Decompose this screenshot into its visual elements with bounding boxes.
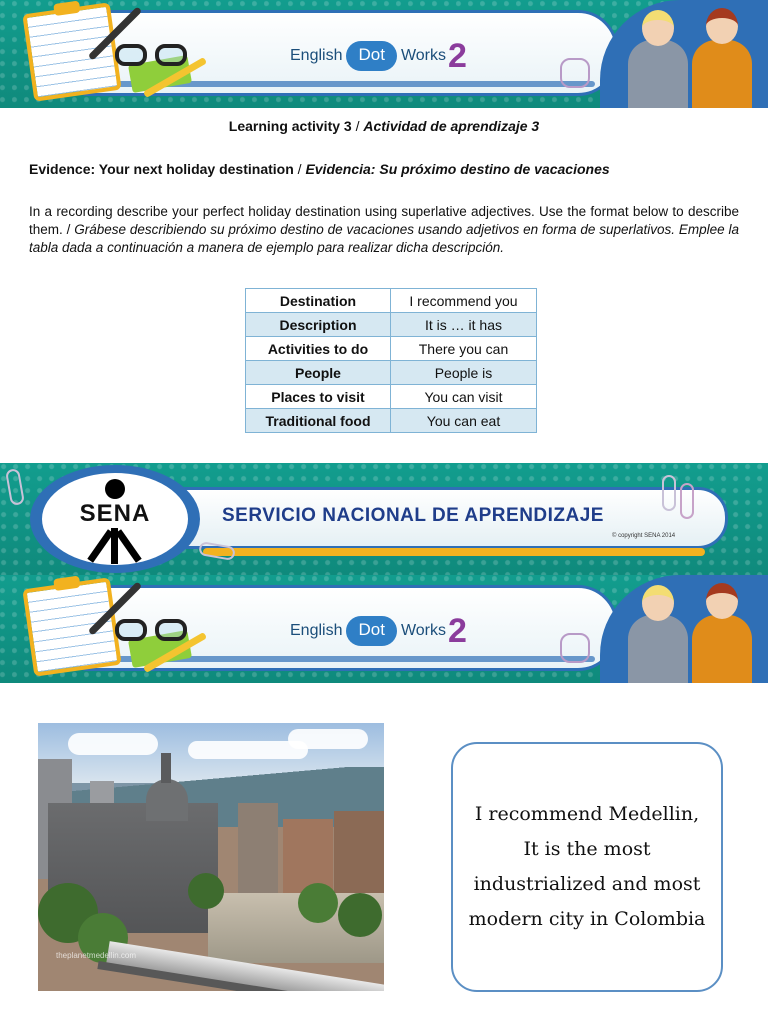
medellin-photo: theplanetmedellin.com xyxy=(38,723,384,991)
notebook-icon xyxy=(22,2,121,101)
english-dot-works-logo: English Dot Works 2 xyxy=(290,36,467,75)
notebook-icon xyxy=(22,577,121,676)
paperclip-icon xyxy=(560,633,590,663)
instructions-paragraph: In a recording describe your perfect holiday destination using superlative adjectives. Use the format below to describe them. / Grábese describiendo su próximo destino de vacaciones usando adjetivos en forma de superlativos. Emplee la tabla dada a continuación a manera de ejemplo para realizar dicha descripción. xyxy=(29,204,739,255)
paperclip-icon xyxy=(560,58,590,88)
paperclip-icon xyxy=(680,483,694,519)
glasses-icon xyxy=(115,619,195,645)
table-row: People People is xyxy=(246,361,537,385)
sena-logo: SENA xyxy=(30,465,200,573)
phrase-table xyxy=(245,288,537,433)
students-illustration xyxy=(600,575,768,683)
copyright-text: © copyright SENA 2014 xyxy=(612,533,676,539)
table-row: Destination I recommend you xyxy=(246,289,537,313)
recommendation-text: I recommend Medellin, It is the most industrialized and most modern city in Colombia xyxy=(468,803,706,930)
paperclip-icon xyxy=(662,475,676,511)
table-row: Description It is … it has xyxy=(246,313,537,337)
english-dot-works-logo: English Dot Works 2 xyxy=(290,611,467,650)
activity-title: Learning activity 3 / Actividad de aprendizaje 3 xyxy=(228,118,540,134)
table-row: Activities to do There you can xyxy=(246,337,537,361)
english-dot-works-banner-2 xyxy=(0,575,768,683)
evidence-heading: Evidence: Your next holiday destination / Evidencia: Su próximo destino de vacaciones xyxy=(29,161,610,177)
english-dot-works-banner xyxy=(0,0,768,108)
sena-banner xyxy=(0,463,768,575)
students-illustration xyxy=(600,0,768,108)
table-row: Traditional food You can eat xyxy=(246,409,537,433)
table-row: Places to visit You can visit xyxy=(246,385,537,409)
paperclip-icon xyxy=(5,468,25,506)
sena-name: SERVICIO NACIONAL DE APRENDIZAJE xyxy=(222,505,604,526)
recommendation-callout xyxy=(451,742,723,992)
glasses-icon xyxy=(115,44,195,70)
